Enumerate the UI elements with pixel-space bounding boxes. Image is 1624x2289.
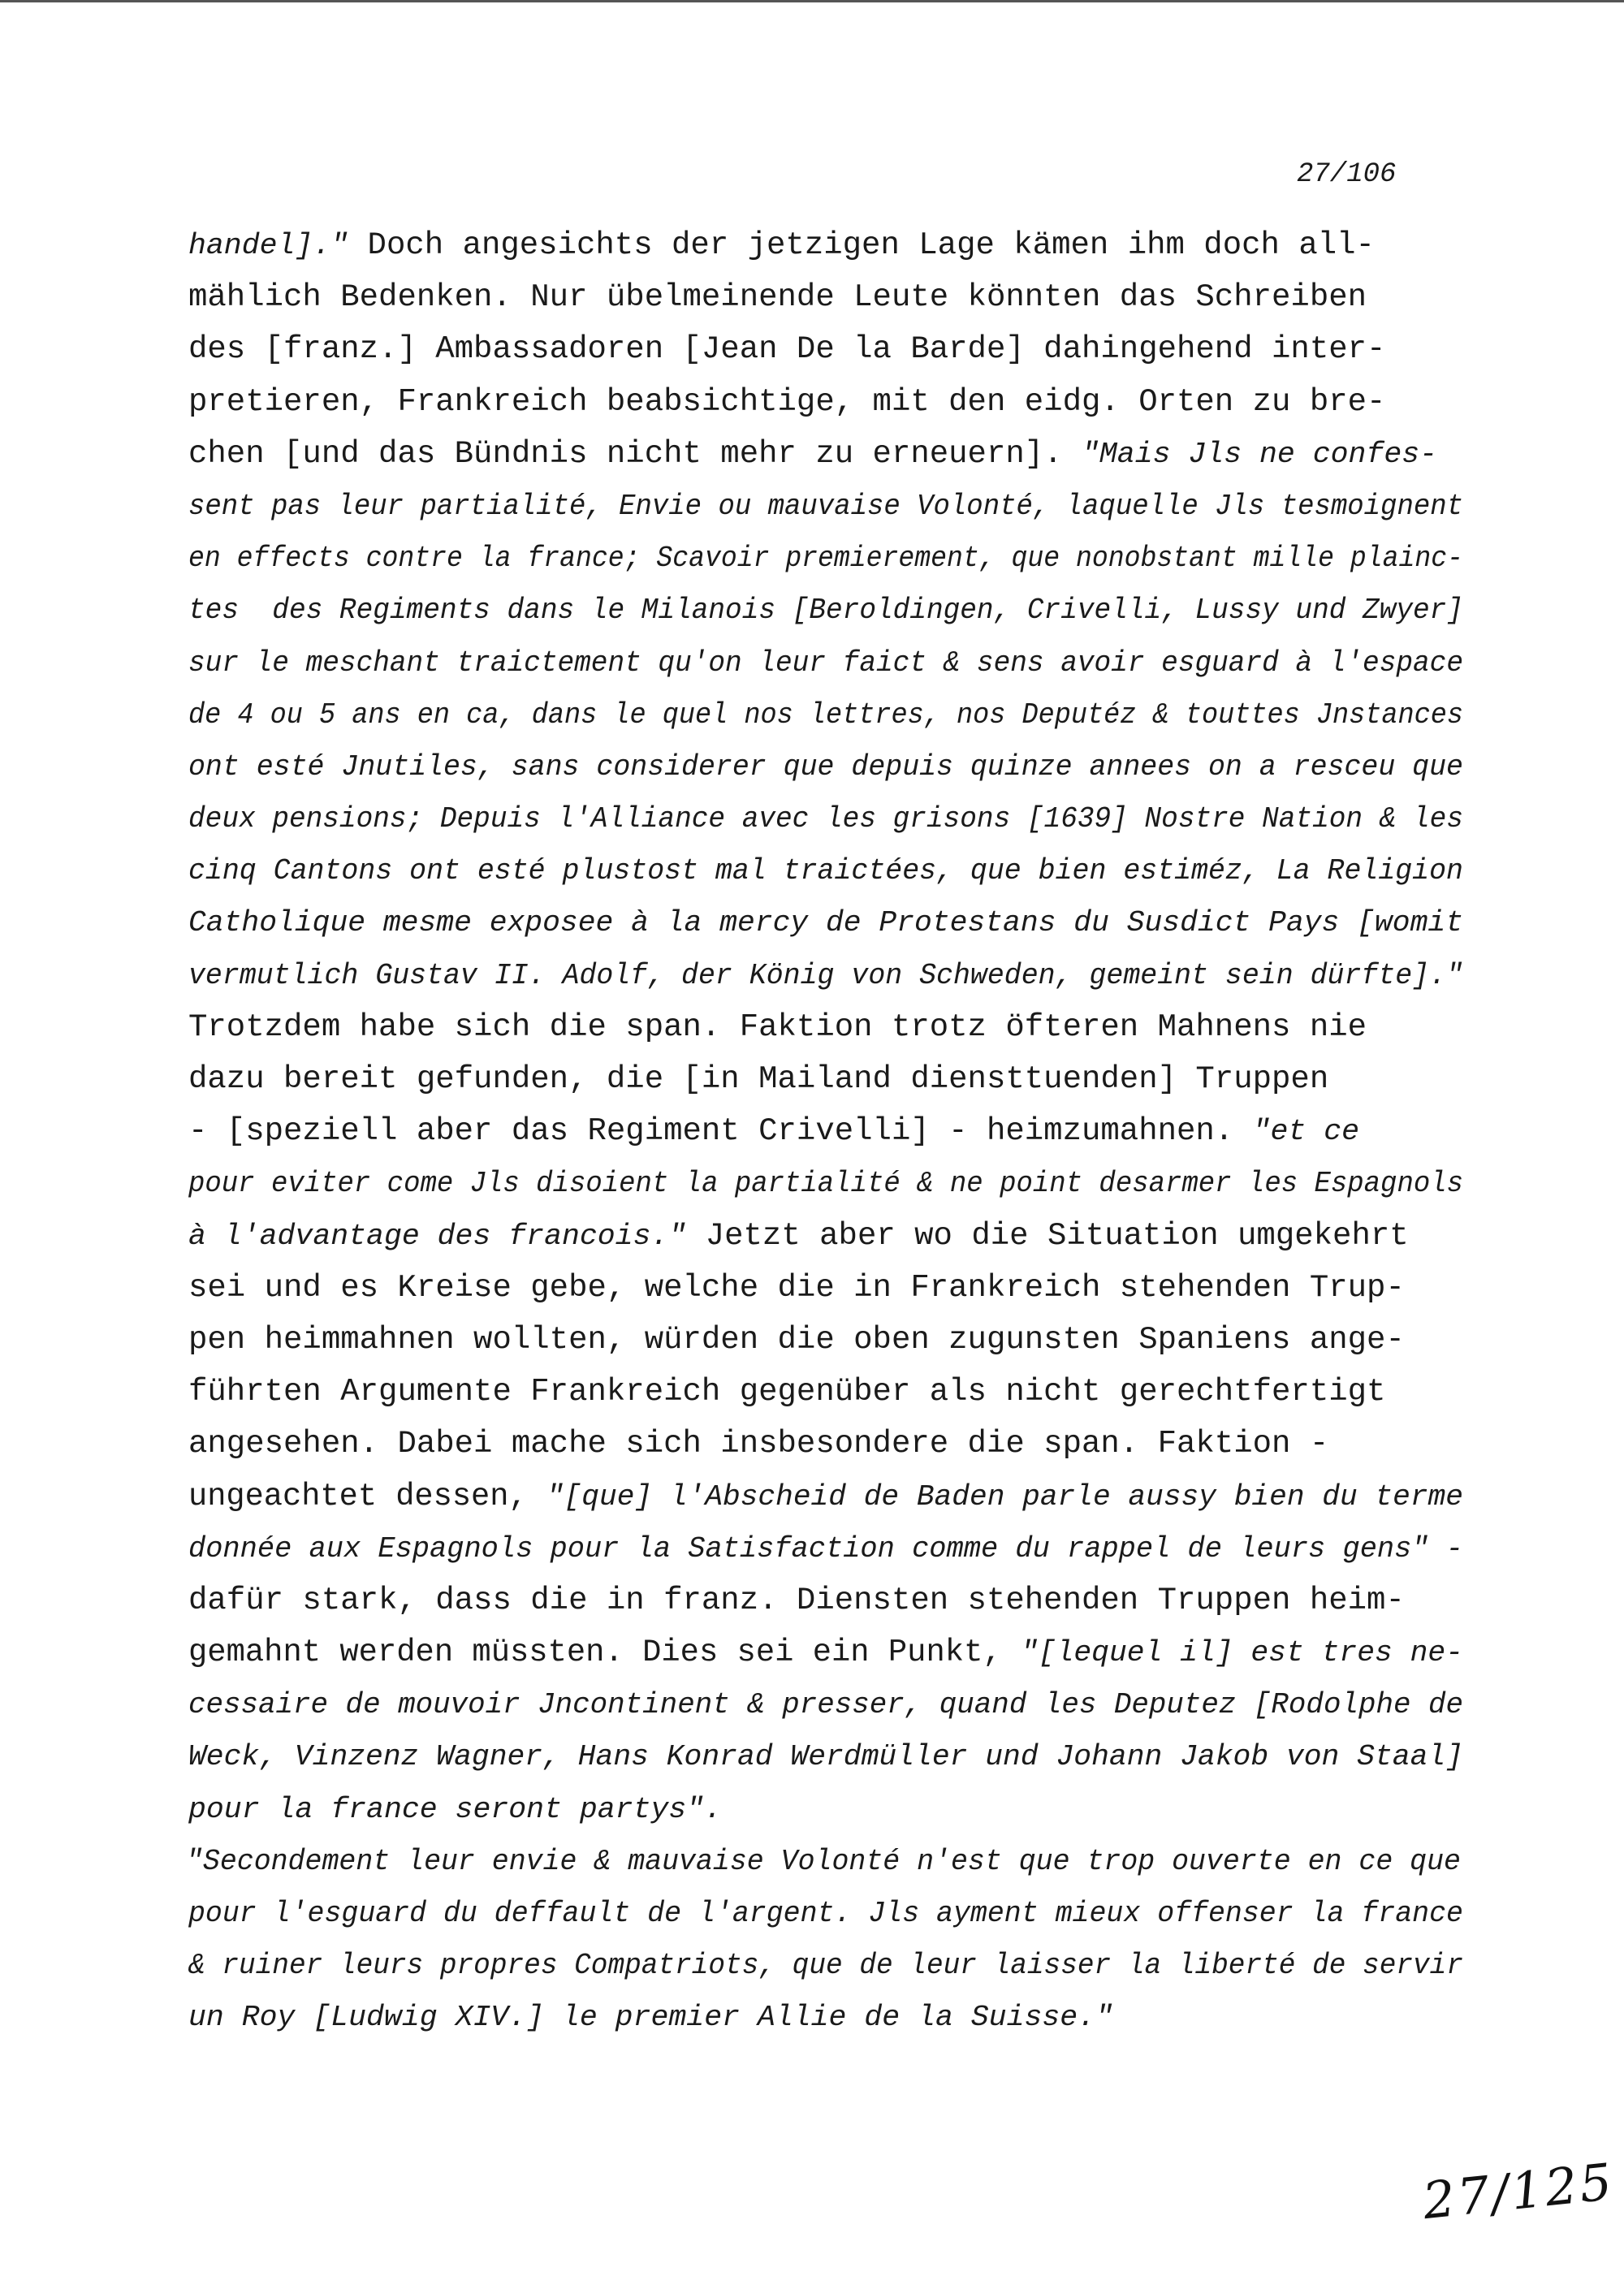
text-line (188, 1939, 1463, 1991)
quoted-french-text: un Roy [Ludwig XIV.] le premier Allie de la Suisse." (188, 2001, 1113, 2035)
text-line (188, 896, 1482, 948)
quoted-french-text: tes des Regiments dans le Milanois [Beroldingen, Crivelli, Lussy und Zwyer] (188, 594, 1463, 628)
document-body (188, 219, 1488, 2044)
quoted-french-text: "[que] l'Abscheid de Baden parle aussy bien du terme (546, 1479, 1463, 1514)
quoted-french-text: en effects contre la france; Scavoir premierement, que nonobstant mille plainc- (188, 542, 1463, 576)
quoted-french-text: sent pas leur partialité, Envie ou mauvaise Volonté, laquelle Jls tesmoignent (188, 489, 1463, 523)
text-line (188, 219, 1488, 271)
german-text: sei und es Kreise gebe, welche die in Frankreich stehenden Trup- (188, 1269, 1405, 1306)
text-line (188, 1314, 1488, 1366)
text-line (188, 584, 1463, 636)
german-text: dazu bereit gefunden, die [in Mailand diensttuenden] Truppen (188, 1061, 1329, 1097)
text-line (188, 637, 1463, 689)
handwritten-archive-number: 27/125 (1419, 2151, 1618, 2231)
quoted-french-text: vermutlich Gustav II. Adolf, der König von Schweden, gemeint sein dürfte]." (188, 958, 1463, 992)
text-line (188, 376, 1488, 428)
quoted-french-text: à l'advantage des francois." (188, 1219, 687, 1253)
quoted-french-text: pour eviter come Jls disoient la partialité & ne point desarmer les Espagnols (188, 1167, 1463, 1201)
text-line (188, 428, 1488, 480)
text-line (188, 844, 1463, 896)
german-text: des [franz.] Ambassadoren [Jean De la Barde] dahingehend inter- (188, 331, 1386, 368)
quoted-french-text: pour l'esguard du deffault de l'argent. Jls ayment mieux offenser la france (188, 1897, 1463, 1930)
text-line (188, 532, 1463, 584)
text-line (188, 1730, 1482, 1782)
quoted-french-text: cessaire de mouvoir Jncontinent & presser, quand les Deputez [Rodolphe de (188, 1688, 1463, 1722)
quoted-french-text: "Secondement leur envie & mauvaise Volonté n'est que trop ouverte en ce que (186, 1844, 1461, 1878)
german-text: pen heimmahnen wollten, würden die oben zugunsten Spaniens ange- (188, 1321, 1405, 1358)
text-line (188, 1783, 1488, 1835)
quoted-french-text: "Mais Jls ne confes- (1081, 437, 1438, 471)
quoted-french-text: "[lequel il] est tres ne- (1020, 1636, 1463, 1670)
text-line (188, 689, 1463, 741)
quoted-french-text: "et ce (1252, 1115, 1360, 1149)
german-text: chen [und das Bündnis nicht mehr zu erneuern]. (188, 435, 1082, 472)
quoted-french-text: sur le meschant traictement qu'on leur faict & sens avoir esguard à l'espace (188, 646, 1463, 680)
text-line (188, 1210, 1488, 1262)
quoted-french-text: pour la france seront partys". (188, 1792, 723, 1826)
text-line (188, 1157, 1463, 1209)
text-line (188, 1366, 1488, 1418)
german-text: angesehen. Dabei mache sich insbesondere die span. Faktion - (188, 1426, 1329, 1462)
text-line (188, 1991, 1488, 2043)
quoted-french-text: Weck, Vinzenz Wagner, Hans Konrad Werdmüller und Johann Jakob von Staal] (188, 1740, 1463, 1774)
quoted-french-text: de 4 ou 5 ans en ca, dans le quel nos lettres, nos Deputéz & touttes Jnstances (188, 697, 1463, 732)
text-line (188, 271, 1488, 323)
german-text: gemahnt werden müssten. Dies sei ein Punkt, (188, 1635, 1021, 1671)
text-line (188, 1626, 1482, 1678)
quoted-french-text: deux pensions; Depuis l'Alliance avec les grisons [1639] Nostre Nation & les (188, 802, 1463, 836)
text-line (188, 1678, 1464, 1730)
german-text: führten Argumente Frankreich gegenüber als nicht gerechtfertigt (188, 1374, 1386, 1410)
text-line (188, 1105, 1488, 1157)
german-text: - [speziell aber das Regiment Crivelli] - heimzumahnen. (188, 1113, 1253, 1150)
text-line (188, 480, 1463, 532)
quoted-french-text: cinq Cantons ont esté plustost mal traictées, que bien estiméz, La Religion (188, 854, 1463, 888)
german-text: Trotzdem habe sich die span. Faktion trotz öfteren Mahnens nie (188, 1008, 1367, 1045)
text-line (188, 1574, 1488, 1626)
german-text: mählich Bedenken. Nur übelmeinende Leute könnten das Schreiben (188, 279, 1367, 316)
german-text: Doch angesichts der jetzigen Lage kämen ihm doch all- (348, 227, 1375, 263)
quoted-french-text: handel]." (188, 229, 349, 262)
quoted-french-text: donnée aux Espagnols pour la Satisfaction comme du rappel de leurs gens" - (188, 1531, 1463, 1566)
text-line (188, 1418, 1488, 1470)
text-line (188, 323, 1488, 375)
quoted-french-text: ont esté Jnutiles, sans considerer que depuis quinze annees on a resceu que (188, 749, 1463, 784)
german-text: dafür stark, dass die in franz. Diensten stehenden Truppen heim- (188, 1582, 1405, 1618)
text-line (188, 949, 1463, 1001)
text-line (188, 741, 1463, 793)
top-border-rule (0, 0, 1624, 2)
text-line (188, 1053, 1488, 1105)
german-text: pretieren, Frankreich beabsichtige, mit den eidg. Orten zu bre- (188, 383, 1386, 420)
text-line (188, 1262, 1488, 1314)
text-line (188, 1471, 1476, 1522)
text-line (188, 1522, 1463, 1574)
text-line (188, 1001, 1488, 1053)
quoted-french-text: & ruiner leurs propres Compatriots, que de leur laisser la liberté de servir (188, 1949, 1463, 1983)
text-line (188, 793, 1463, 844)
german-text: ungeachtet dessen, (188, 1478, 546, 1514)
german-text: Jetzt aber wo die Situation umgekehrt (686, 1217, 1409, 1254)
page-number: 27/106 (1297, 159, 1397, 190)
text-line (186, 1835, 1461, 1887)
quoted-french-text: Catholique mesme exposee à la mercy de Protestans du Susdict Pays [womit (188, 906, 1463, 940)
text-line (188, 1887, 1463, 1939)
